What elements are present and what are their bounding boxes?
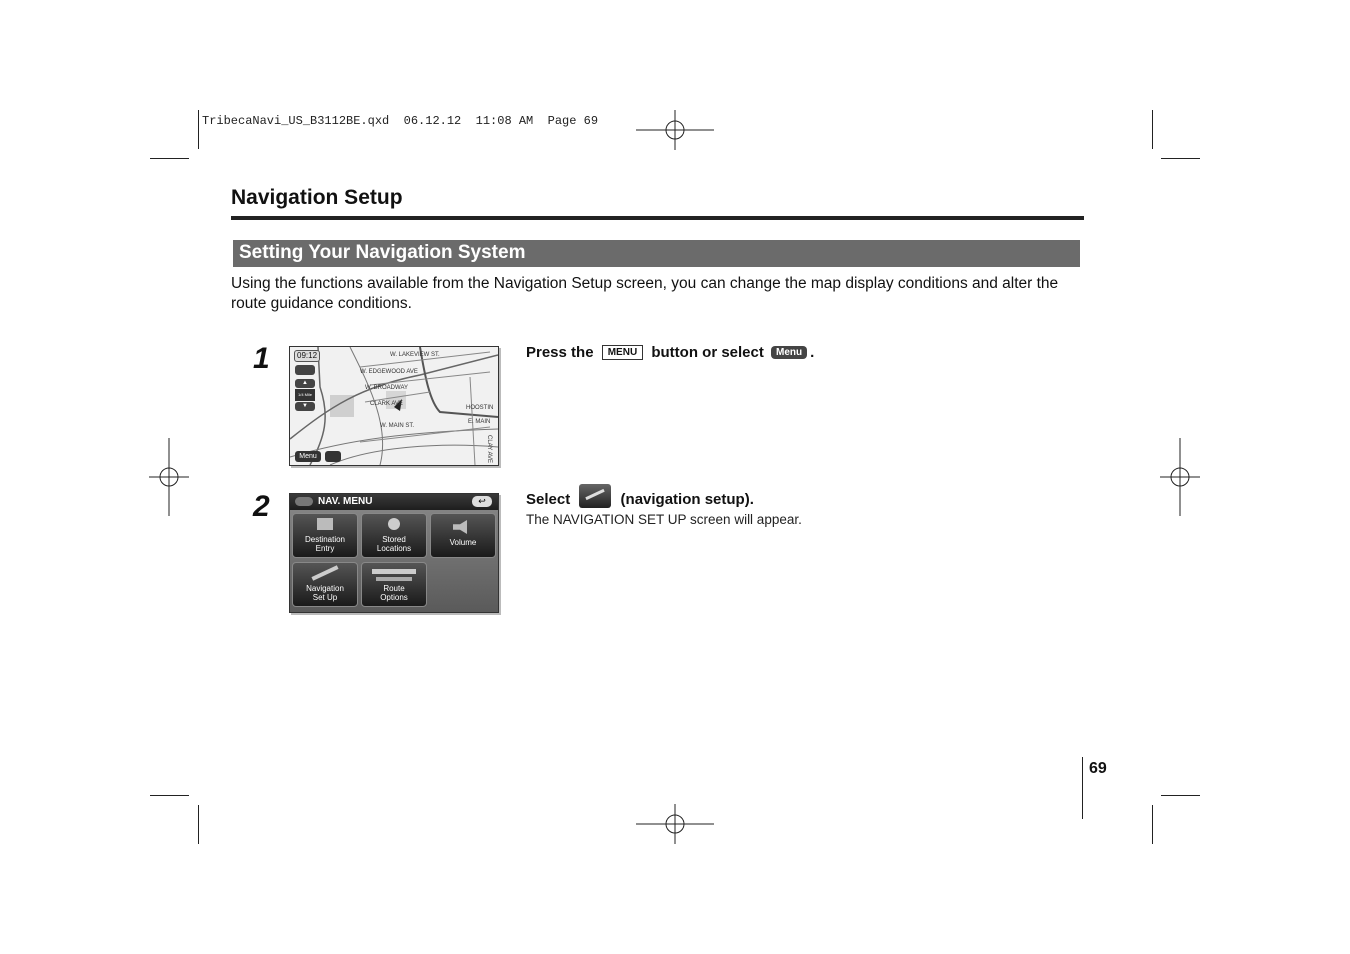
map-scale-label: 1/4 Mile (295, 389, 315, 401)
step-text-after: (navigation setup). (620, 491, 754, 508)
map-street-label: W. MAIN ST. (380, 423, 415, 429)
speaker-icon (453, 520, 473, 534)
nav-menu-title: NAV. MENU (318, 496, 373, 507)
tile-label: Locations (376, 544, 412, 553)
registration-mark-left (149, 438, 189, 516)
map-street-label: W. EDGEWOOD AVE (360, 369, 418, 375)
step-2-note: The NAVIGATION SET UP screen will appear. (526, 512, 802, 527)
map-screen-image (289, 346, 499, 466)
tile-label: Navigation (306, 584, 344, 593)
step-number: 1 (253, 342, 270, 375)
step-1-instruction (526, 344, 814, 361)
navigation-setup-icon (579, 484, 611, 508)
tile-label: Destination (304, 535, 346, 544)
crop-mark (150, 795, 189, 796)
subsection-banner (233, 240, 1080, 267)
crop-mark (1161, 795, 1200, 796)
tile-label: Entry (315, 544, 335, 553)
map-street-label: E. MAIN (468, 419, 491, 425)
nav-menu-screen-image (289, 493, 499, 613)
nav-menu-header-bar (290, 494, 498, 510)
registration-mark-right (1160, 438, 1200, 516)
tile-label: Volume (449, 538, 477, 547)
printer-slug: TribecaNavi_US_B3112BE.qxd 06.12.12 11:08 AM Page 69 (202, 114, 599, 128)
map-street-label: W. BROADWAY (365, 385, 409, 391)
tile-label: Set Up (312, 593, 338, 602)
crop-mark (1152, 805, 1153, 844)
crop-mark (1161, 158, 1200, 159)
registration-mark-top (636, 110, 714, 150)
map-street-label: HOOSTIN (466, 405, 494, 411)
map-clock: 09:12 (294, 350, 320, 362)
step-text-before: Select (526, 491, 571, 508)
step-text-after: . (810, 344, 815, 361)
registration-mark-bottom (636, 804, 714, 844)
stored-locations-tile (361, 513, 427, 558)
map-street-label: W. LAKEVIEW ST. (390, 352, 440, 358)
route-options-tile (361, 562, 427, 607)
page-number-rule (1082, 757, 1083, 819)
navigation-setup-tile (292, 562, 358, 607)
pin-icon (388, 518, 400, 530)
map-menu-button: Menu (295, 451, 321, 462)
nav-menu-left-icon (295, 497, 313, 506)
step-2-instruction (526, 484, 754, 508)
wrench-icon (311, 565, 338, 580)
step-text-middle: button or select (651, 344, 764, 361)
back-arrow-icon: ↩ (472, 496, 492, 507)
step-number: 2 (253, 490, 270, 523)
route-icon (372, 569, 416, 574)
map-street-label: CLAY AVE (486, 435, 492, 464)
map-street-label: CLARK AVE (370, 401, 403, 407)
map-camera-icon (325, 451, 341, 462)
map-heading-button (295, 365, 315, 375)
intro-paragraph: Using the functions available from the Navigation Setup screen, you can change the map display conditions and alter the route guidance conditions. (231, 275, 1059, 312)
section-title: Navigation Setup (231, 186, 403, 209)
subsection-title: Setting Your Navigation System (239, 242, 526, 263)
route-icon-bar (376, 577, 412, 581)
destination-entry-tile (292, 513, 358, 558)
volume-tile (430, 513, 496, 558)
crop-mark (198, 110, 199, 149)
crop-mark (150, 158, 189, 159)
zoom-in-button: ▲ (295, 379, 315, 388)
zoom-out-button: ▼ (295, 402, 315, 411)
menu-icon-label: Menu (771, 346, 807, 359)
page-number: 69 (1089, 760, 1107, 777)
title-rule (231, 216, 1084, 220)
tile-label: Stored (382, 535, 406, 544)
tile-label: Options (380, 593, 408, 602)
menu-key-label: MENU (602, 345, 643, 360)
step-text-before: Press the (526, 344, 594, 361)
crop-mark (198, 805, 199, 844)
flag-icon (317, 518, 333, 530)
crop-mark (1152, 110, 1153, 149)
tile-label: Route (383, 584, 405, 593)
